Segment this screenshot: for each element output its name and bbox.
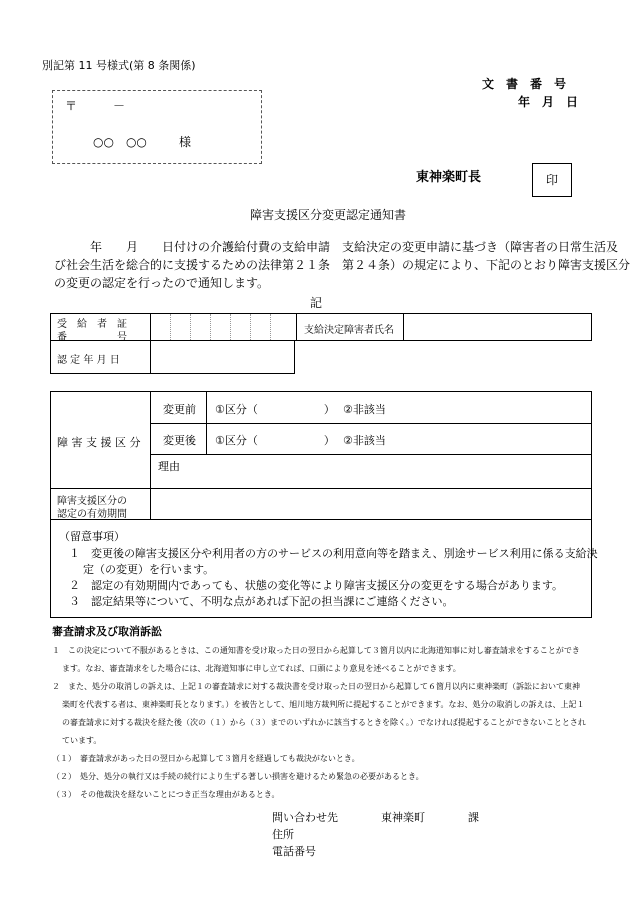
recipient-name: ○○ ○○ [93,135,147,149]
before-option-category: ①区分（ ） [215,403,335,416]
contact-label: 問い合わせ先 [272,811,338,824]
validity-label-line-2: 認定の有効期間 [57,509,127,520]
contact-department-suffix: 課 [468,811,479,824]
postal-code: 〒 － [65,99,126,113]
appeal-text [52,642,592,804]
body-line-3: の変更の認定を行ったので通知します。 [54,276,270,290]
before-change-label: 変更前 [163,403,196,416]
notes-box [50,520,598,618]
appeal-line: ます。なお、審査請求をした場合には、北海道知事に申し立てれば、口頭により意見を述べることができます。 [62,664,461,673]
contact-phone-label: 電話番号 [272,845,316,858]
beneficiary-name-label: 支給決定障害者氏名 [304,325,394,336]
certification-date-label: 認 定 年 月 日 [57,355,120,366]
after-option-category: ①区分（ ） [215,434,335,447]
appeal-line: （２） 処分、処分の執行又は手続の続行により生ずる著しい損害を避けるため緊急の必要があるとき。 [52,772,424,781]
address-box [52,90,262,164]
notes-heading: （留意事項） [59,530,125,543]
note-item: １ 変更後の障害支援区分や利用者の方のサービスの利用意向等を踏まえ、別途サービス利用に係る支給決 [69,547,598,560]
appeal-line: ２ また、処分の取消しの訴えは、上記１の審査請求に対する裁決書を受け取った日の翌日から起算して６箇月以内に東神楽町（訴訟において東神 [52,682,580,691]
note-item: ２ 認定の有効期間内であっても、状態の変化等により障害支援区分の変更をする場合があります。 [69,579,564,592]
appeal-heading: 審査請求及び取消訴訟 [52,625,162,638]
appeal-line: の審査請求に対する裁決を経た後（次の（１）から（３）までのいずれかに該当するときを除く。）でなければ提起することができないこととされ [62,718,586,727]
issuer-name: 東神楽町長 [416,170,482,185]
document-number-label: 文 書 番 号 [482,77,567,91]
form-reference: 別記第 11 号様式(第 8 条関係) [42,59,196,72]
contact-town: 東神楽町 [381,811,425,824]
date-label: 年 月 日 [518,95,579,109]
before-option-not-applicable: ②非該当 [343,403,386,416]
note-item: 定（の変更）を行います。 [83,563,215,576]
recipient-cert-label-bottom: 番 号 [57,332,127,343]
recipient-cert-label-top: 受 給 者 証 [57,319,127,330]
appeal-line: （１） 審査請求があった日の翌日から起算して３箇月を経過しても裁決がないとき。 [52,754,360,763]
validity-label-line-1: 障害支援区分の [57,496,127,507]
recipient-honorific: 様 [179,135,192,149]
support-category-table [50,391,592,520]
seal-stamp: 印 [532,163,572,197]
recipient-info-table [50,313,592,341]
after-change-label: 変更後 [163,434,196,447]
appeal-line: １ この決定について不服があるときは、この通知書を受け取った日の翌日から起算して３箇月以内に北海道知事に対し審査請求をすることができ [52,646,580,655]
note-item: ３ 認定結果等について、不明な点があれば下記の担当課にご連絡ください。 [69,595,454,608]
contact-address-label: 住所 [272,828,294,841]
appeal-line: ています。 [62,736,102,745]
page-title: 障害支援区分変更認定通知書 [250,208,407,222]
appeal-line: （３） その他裁決を経ないことにつき正当な理由があるとき。 [52,790,280,799]
after-option-not-applicable: ②非該当 [343,434,386,447]
ki-marker: 記 [310,296,323,310]
appeal-line: 楽町を代表する者は、東神楽町長となります。）を被告として、旭川地方裁判所に提起することができます。なお、処分の取消しの訴えは、上記１ [62,700,585,709]
body-line-2: び社会生活を総合的に支援するための法律第２１条 第２４条）の規定により、下記のとおり障害支援区分 [54,258,630,272]
certification-date-row [50,341,295,374]
body-line-1: 年 月 日付けの介護給付費の支給申請 支給決定の変更申請に基づき（障害者の日常生活及 [54,240,619,254]
reason-label: 理由 [158,460,180,473]
support-category-label: 障 害 支 援 区 分 [57,436,141,449]
